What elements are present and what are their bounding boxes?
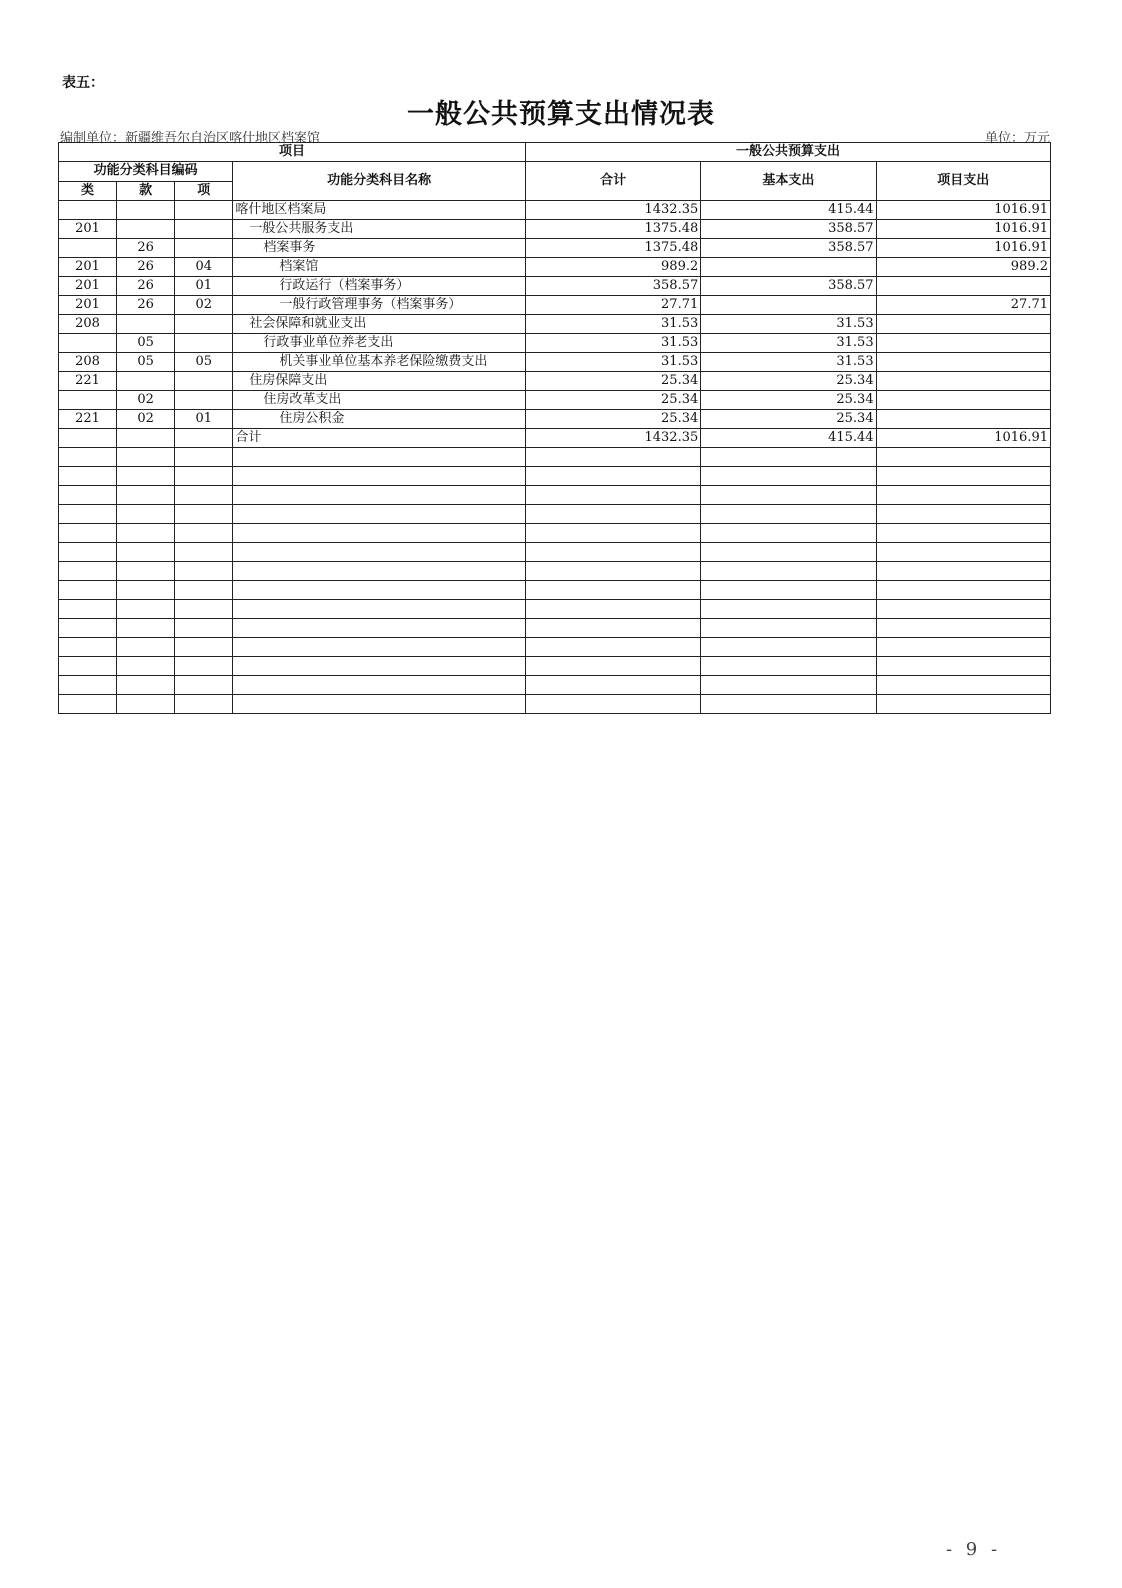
cell-xiang (175, 391, 233, 410)
cell-xiang (175, 201, 233, 220)
cell-total: 25.34 (525, 410, 700, 429)
empty-cell (59, 505, 117, 524)
table-row (59, 220, 1051, 239)
empty-cell (701, 638, 876, 657)
cell-name: 一般行政管理事务（档案事务） (233, 296, 526, 315)
empty-cell (525, 524, 700, 543)
cell-kuan (117, 315, 175, 334)
empty-cell (175, 524, 233, 543)
empty-cell (876, 676, 1050, 695)
cell-basic: 358.57 (701, 277, 876, 296)
empty-cell (525, 448, 700, 467)
cell-name: 喀什地区档案局 (233, 201, 526, 220)
empty-cell (117, 562, 175, 581)
cell-lei (59, 391, 117, 410)
empty-cell (117, 657, 175, 676)
empty-cell (876, 505, 1050, 524)
cell-name: 住房改革支出 (233, 391, 526, 410)
empty-cell (175, 543, 233, 562)
empty-cell (233, 543, 526, 562)
cell-project: 27.71 (876, 296, 1050, 315)
empty-row (59, 638, 1051, 657)
empty-cell (701, 600, 876, 619)
empty-cell (701, 486, 876, 505)
empty-cell (175, 657, 233, 676)
empty-cell (59, 600, 117, 619)
cell-project: 1016.91 (876, 239, 1050, 258)
empty-cell (525, 505, 700, 524)
table-row (59, 315, 1051, 334)
empty-cell (525, 600, 700, 619)
empty-cell (233, 676, 526, 695)
cell-lei (59, 201, 117, 220)
cell-basic: 31.53 (701, 315, 876, 334)
cell-xiang (175, 429, 233, 448)
empty-row (59, 486, 1051, 505)
empty-cell (701, 543, 876, 562)
cell-kuan: 26 (117, 239, 175, 258)
cell-total: 1432.35 (525, 201, 700, 220)
cell-project (876, 391, 1050, 410)
empty-cell (701, 562, 876, 581)
empty-cell (233, 467, 526, 486)
cell-total: 989.2 (525, 258, 700, 277)
empty-cell (117, 676, 175, 695)
cell-total: 1375.48 (525, 220, 700, 239)
table-row (59, 258, 1051, 277)
header-basic: 基本支出 (701, 162, 876, 201)
empty-cell (525, 562, 700, 581)
cell-lei: 201 (59, 220, 117, 239)
empty-cell (233, 657, 526, 676)
table-row (59, 410, 1051, 429)
table-row (59, 353, 1051, 372)
cell-kuan (117, 220, 175, 239)
cell-basic: 31.53 (701, 353, 876, 372)
table-row (59, 296, 1051, 315)
cell-basic: 358.57 (701, 220, 876, 239)
table-row (59, 201, 1051, 220)
empty-cell (876, 600, 1050, 619)
cell-total: 27.71 (525, 296, 700, 315)
cell-project (876, 410, 1050, 429)
empty-cell (175, 638, 233, 657)
cell-kuan: 05 (117, 353, 175, 372)
cell-xiang (175, 220, 233, 239)
cell-project (876, 315, 1050, 334)
empty-cell (525, 619, 700, 638)
empty-cell (59, 524, 117, 543)
empty-cell (701, 448, 876, 467)
cell-project (876, 334, 1050, 353)
cell-name: 住房保障支出 (233, 372, 526, 391)
empty-cell (701, 657, 876, 676)
header-project: 项目支出 (876, 162, 1050, 201)
empty-cell (59, 486, 117, 505)
empty-cell (233, 600, 526, 619)
cell-total: 31.53 (525, 315, 700, 334)
cell-project (876, 353, 1050, 372)
empty-cell (59, 581, 117, 600)
cell-project: 1016.91 (876, 201, 1050, 220)
cell-kuan: 26 (117, 258, 175, 277)
cell-total: 25.34 (525, 391, 700, 410)
empty-cell (117, 619, 175, 638)
table-row (59, 334, 1051, 353)
cell-basic: 358.57 (701, 239, 876, 258)
cell-total: 31.53 (525, 334, 700, 353)
empty-row (59, 467, 1051, 486)
cell-kuan: 26 (117, 296, 175, 315)
empty-cell (876, 638, 1050, 657)
empty-cell (59, 448, 117, 467)
header-lei: 类 (59, 181, 117, 201)
cell-xiang: 01 (175, 277, 233, 296)
empty-cell (876, 657, 1050, 676)
cell-total: 31.53 (525, 353, 700, 372)
empty-cell (701, 524, 876, 543)
empty-cell (117, 524, 175, 543)
empty-cell (117, 448, 175, 467)
empty-row (59, 543, 1051, 562)
empty-cell (233, 524, 526, 543)
empty-cell (117, 695, 175, 714)
empty-cell (117, 467, 175, 486)
empty-cell (525, 695, 700, 714)
empty-row (59, 448, 1051, 467)
empty-cell (117, 543, 175, 562)
cell-xiang (175, 334, 233, 353)
empty-cell (117, 600, 175, 619)
empty-cell (876, 448, 1050, 467)
empty-cell (175, 600, 233, 619)
cell-total: 1432.35 (525, 429, 700, 448)
cell-name: 行政事业单位养老支出 (233, 334, 526, 353)
empty-cell (175, 448, 233, 467)
empty-cell (701, 581, 876, 600)
empty-row (59, 619, 1051, 638)
empty-cell (701, 619, 876, 638)
cell-lei (59, 429, 117, 448)
header-kuan: 款 (117, 181, 175, 201)
empty-cell (175, 562, 233, 581)
empty-cell (525, 486, 700, 505)
empty-row (59, 524, 1051, 543)
header-code-group: 功能分类科目编码 (59, 162, 233, 182)
empty-cell (59, 695, 117, 714)
cell-basic: 25.34 (701, 391, 876, 410)
cell-basic: 25.34 (701, 372, 876, 391)
empty-cell (525, 543, 700, 562)
cell-total: 25.34 (525, 372, 700, 391)
header-item-group: 项目 (59, 143, 526, 162)
cell-lei (59, 334, 117, 353)
empty-cell (175, 486, 233, 505)
cell-total: 1375.48 (525, 239, 700, 258)
empty-cell (59, 676, 117, 695)
empty-cell (233, 581, 526, 600)
empty-cell (525, 581, 700, 600)
empty-cell (233, 505, 526, 524)
empty-cell (59, 638, 117, 657)
cell-kuan: 02 (117, 391, 175, 410)
empty-cell (233, 448, 526, 467)
table-row (59, 277, 1051, 296)
table-row (59, 239, 1051, 258)
empty-cell (59, 543, 117, 562)
cell-project (876, 277, 1050, 296)
cell-kuan (117, 429, 175, 448)
table-row (59, 391, 1051, 410)
empty-row (59, 676, 1051, 695)
cell-name: 档案事务 (233, 239, 526, 258)
empty-row (59, 581, 1051, 600)
cell-kuan (117, 201, 175, 220)
cell-lei: 208 (59, 315, 117, 334)
empty-cell (175, 676, 233, 695)
currency-unit: 单位：万元 (984, 131, 1050, 146)
cell-lei: 221 (59, 410, 117, 429)
empty-row (59, 505, 1051, 524)
cell-xiang: 01 (175, 410, 233, 429)
cell-lei: 221 (59, 372, 117, 391)
cell-kuan: 05 (117, 334, 175, 353)
budget-table (58, 142, 1051, 714)
empty-cell (117, 581, 175, 600)
empty-cell (175, 581, 233, 600)
empty-cell (876, 543, 1050, 562)
empty-cell (525, 657, 700, 676)
cell-project: 1016.91 (876, 220, 1050, 239)
cell-name: 档案馆 (233, 258, 526, 277)
cell-basic: 415.44 (701, 201, 876, 220)
empty-cell (117, 638, 175, 657)
empty-cell (701, 505, 876, 524)
cell-project (876, 372, 1050, 391)
empty-cell (525, 676, 700, 695)
empty-cell (175, 695, 233, 714)
cell-name: 机关事业单位基本养老保险缴费支出 (233, 353, 526, 372)
empty-cell (701, 467, 876, 486)
empty-row (59, 562, 1051, 581)
cell-xiang (175, 315, 233, 334)
cell-xiang: 05 (175, 353, 233, 372)
page-number: - 9 - (946, 1539, 1002, 1560)
cell-xiang: 04 (175, 258, 233, 277)
cell-lei: 201 (59, 296, 117, 315)
cell-basic: 31.53 (701, 334, 876, 353)
cell-xiang (175, 239, 233, 258)
empty-row (59, 600, 1051, 619)
empty-cell (175, 619, 233, 638)
cell-name: 行政运行（档案事务） (233, 277, 526, 296)
empty-cell (876, 486, 1050, 505)
cell-xiang (175, 372, 233, 391)
empty-cell (876, 562, 1050, 581)
table-row (59, 372, 1051, 391)
empty-cell (233, 562, 526, 581)
preparing-unit: 编制单位：新疆维吾尔自治区喀什地区档案馆 (60, 131, 321, 146)
cell-basic: 415.44 (701, 429, 876, 448)
empty-cell (876, 581, 1050, 600)
cell-project: 1016.91 (876, 429, 1050, 448)
empty-cell (59, 619, 117, 638)
empty-cell (876, 619, 1050, 638)
empty-cell (175, 505, 233, 524)
cell-lei: 208 (59, 353, 117, 372)
empty-cell (59, 562, 117, 581)
empty-row (59, 657, 1051, 676)
total-row (59, 429, 1051, 448)
empty-cell (233, 486, 526, 505)
cell-lei: 201 (59, 277, 117, 296)
cell-total: 358.57 (525, 277, 700, 296)
empty-cell (701, 695, 876, 714)
cell-project: 989.2 (876, 258, 1050, 277)
empty-cell (525, 467, 700, 486)
empty-cell (175, 467, 233, 486)
cell-xiang: 02 (175, 296, 233, 315)
cell-basic (701, 258, 876, 277)
header-name: 功能分类科目名称 (233, 162, 526, 201)
table-label: 表五： (62, 75, 104, 91)
cell-kuan (117, 372, 175, 391)
cell-name: 合计 (233, 429, 526, 448)
empty-cell (876, 467, 1050, 486)
cell-lei: 201 (59, 258, 117, 277)
empty-cell (59, 657, 117, 676)
empty-cell (233, 619, 526, 638)
header-xiang: 项 (175, 181, 233, 201)
cell-name: 住房公积金 (233, 410, 526, 429)
empty-cell (525, 638, 700, 657)
cell-kuan: 26 (117, 277, 175, 296)
empty-cell (59, 467, 117, 486)
empty-cell (117, 486, 175, 505)
cell-basic: 25.34 (701, 410, 876, 429)
cell-lei (59, 239, 117, 258)
header-total: 合计 (525, 162, 700, 201)
empty-cell (876, 524, 1050, 543)
empty-cell (876, 695, 1050, 714)
cell-name: 社会保障和就业支出 (233, 315, 526, 334)
empty-cell (233, 695, 526, 714)
cell-kuan: 02 (117, 410, 175, 429)
cell-basic (701, 296, 876, 315)
page-title: 一般公共预算支出情况表 (407, 99, 715, 130)
empty-cell (117, 505, 175, 524)
empty-cell (701, 676, 876, 695)
cell-name: 一般公共服务支出 (233, 220, 526, 239)
empty-row (59, 695, 1051, 714)
header-budget-group: 一般公共预算支出 (525, 143, 1050, 162)
empty-cell (233, 638, 526, 657)
